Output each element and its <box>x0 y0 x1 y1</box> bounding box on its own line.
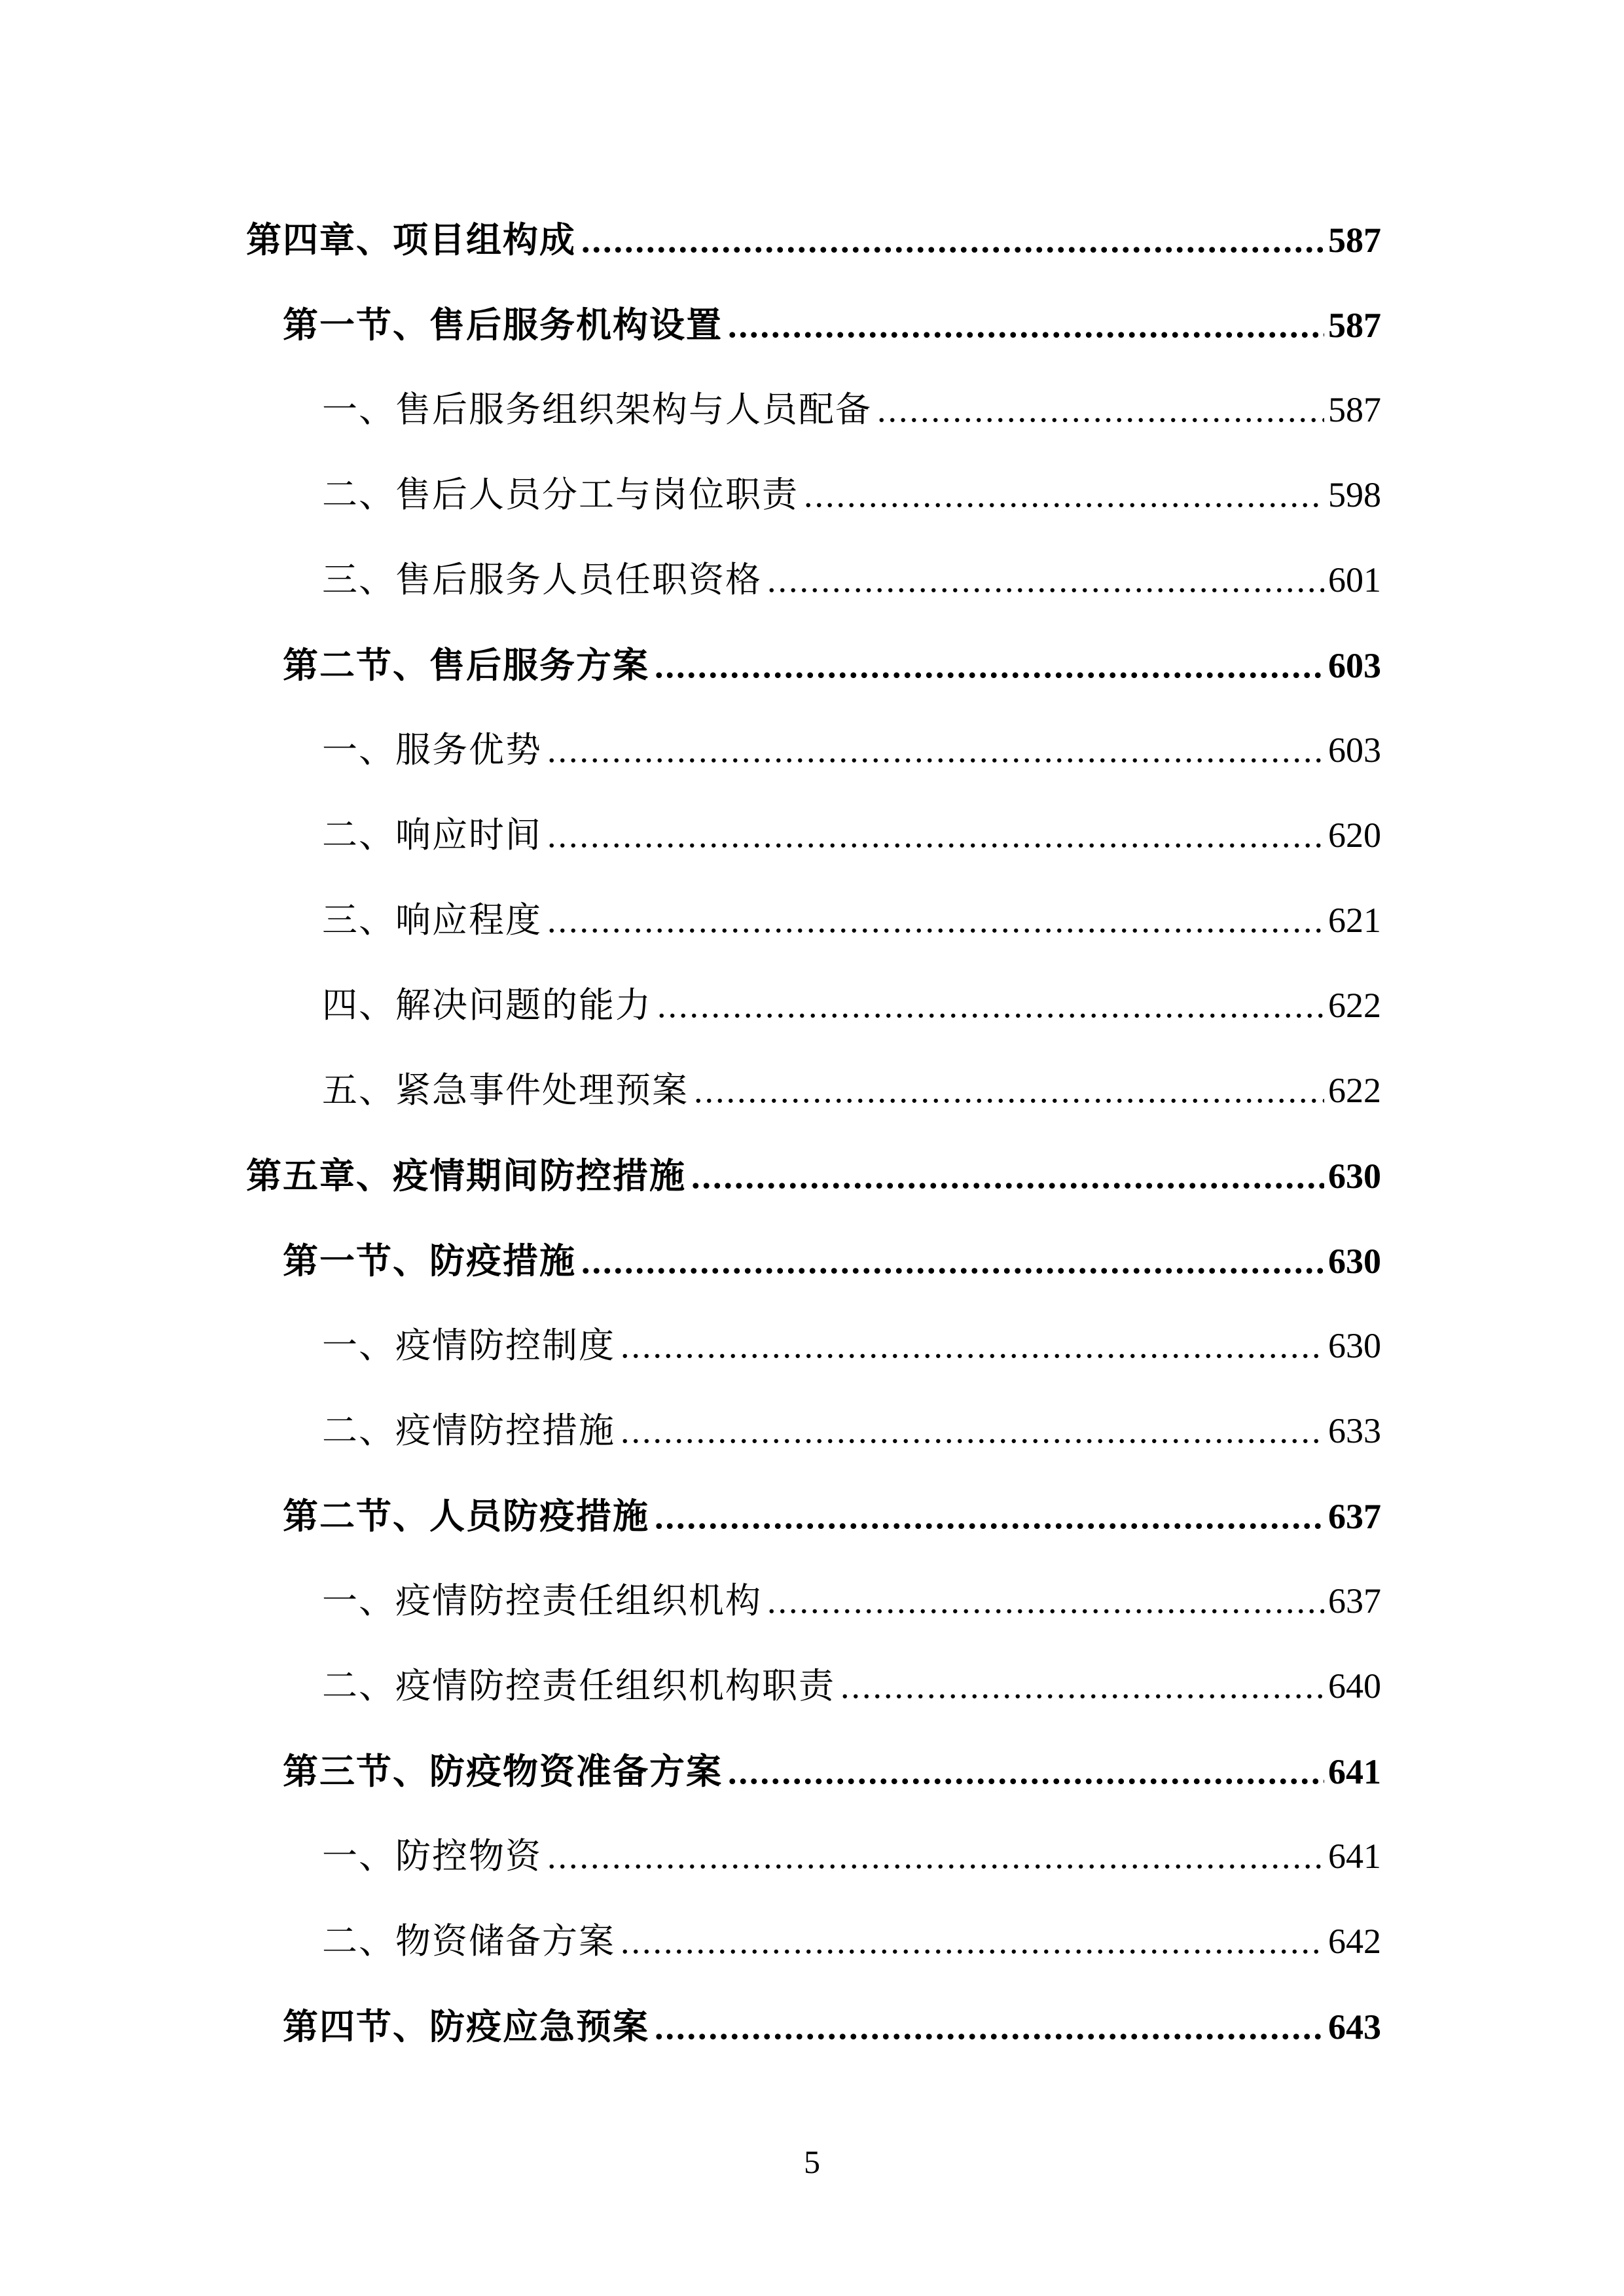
toc-entry-page: 587 <box>1328 390 1381 429</box>
toc-entry-title: 第五章、疫情期间防控措施 <box>246 1155 686 1196</box>
toc-entry-page: 603 <box>1328 646 1381 685</box>
toc-entry-title: 四、解决问题的能力 <box>322 984 652 1026</box>
toc-section-4-1[interactable] <box>283 298 1381 351</box>
toc-item[interactable] <box>322 1319 1381 1372</box>
toc-section-5-3[interactable] <box>283 1745 1381 1797</box>
toc-entry-page: 622 <box>1328 1071 1381 1110</box>
toc-entry-title: 第二节、人员防疫措施 <box>283 1495 649 1537</box>
toc-dot-leader <box>728 299 1324 351</box>
toc-entry-title: 第一节、防疫措施 <box>283 1240 576 1282</box>
toc-dot-leader <box>655 2001 1324 2053</box>
toc-entry-page: 637 <box>1328 1581 1381 1621</box>
toc-entry-page: 620 <box>1328 816 1381 855</box>
toc-section-5-4[interactable] <box>283 2000 1381 2053</box>
toc-entry-page: 587 <box>1328 306 1381 345</box>
toc-section-5-1[interactable] <box>283 1234 1381 1287</box>
toc-entry-page: 621 <box>1328 901 1381 940</box>
toc-entry-title: 第二节、售后服务方案 <box>283 644 649 686</box>
toc-dot-leader <box>621 1405 1324 1457</box>
toc-entry-title: 二、疫情防控措施 <box>322 1410 615 1451</box>
toc-dot-leader <box>547 809 1324 861</box>
toc-entry-title: 二、物资储备方案 <box>322 1920 615 1962</box>
toc-dot-leader <box>767 554 1324 606</box>
toc-entry-page: 641 <box>1328 1837 1381 1876</box>
toc-section-4-2[interactable] <box>283 639 1381 691</box>
toc-dot-leader <box>581 214 1324 266</box>
toc-dot-leader <box>657 979 1324 1031</box>
toc-entry-title: 三、响应程度 <box>322 899 542 941</box>
toc-entry-page: 622 <box>1328 986 1381 1025</box>
toc-dot-leader <box>694 1064 1324 1117</box>
toc-dot-leader <box>767 1575 1324 1627</box>
toc-item[interactable] <box>322 1575 1381 1627</box>
toc-entry-title: 二、疫情防控责任组织机构职责 <box>322 1665 835 1706</box>
toc-entry-title: 一、服务优势 <box>322 729 542 770</box>
toc-entry-title: 第四节、防疫应急预案 <box>283 2005 649 2047</box>
toc-entry-title: 第三节、防疫物资准备方案 <box>283 1750 723 1792</box>
page-number: 5 <box>804 2144 820 2180</box>
toc-entry-title: 二、响应时间 <box>322 814 542 855</box>
toc-entry-page: 633 <box>1328 1411 1381 1450</box>
toc-entry-page: 630 <box>1328 1157 1381 1196</box>
toc-dot-leader <box>621 1319 1324 1372</box>
toc-entry-title: 一、防控物资 <box>322 1835 542 1876</box>
toc-item[interactable] <box>322 1660 1381 1712</box>
toc-dot-leader <box>691 1150 1324 1202</box>
toc-entry-page: 587 <box>1328 221 1381 260</box>
toc-entry-page: 641 <box>1328 1752 1381 1791</box>
toc-entry-page: 637 <box>1328 1497 1381 1536</box>
toc-chapter-5[interactable] <box>246 1149 1381 1202</box>
toc-dot-leader <box>581 1235 1324 1287</box>
toc-entry-page: 630 <box>1328 1242 1381 1281</box>
toc-item[interactable] <box>322 1915 1381 1967</box>
toc-entry-title: 第四章、项目组构成 <box>246 219 576 260</box>
toc-entry-title: 一、疫情防控制度 <box>322 1325 615 1366</box>
toc-dot-leader <box>547 894 1324 946</box>
toc-entry-title: 第一节、售后服务机构设置 <box>283 304 723 346</box>
toc-item[interactable] <box>322 1830 1381 1882</box>
toc-section-5-2[interactable] <box>283 1490 1381 1542</box>
toc-chapter-4[interactable] <box>246 213 1381 266</box>
toc-entry-title: 五、紧急事件处理预案 <box>322 1069 689 1111</box>
toc-item[interactable] <box>322 469 1381 521</box>
toc-entry-page: 601 <box>1328 560 1381 600</box>
toc-dot-leader <box>655 1490 1324 1543</box>
toc-dot-leader <box>655 639 1324 692</box>
toc-dot-leader <box>547 1830 1324 1882</box>
toc-item[interactable] <box>322 894 1381 946</box>
toc-dot-leader <box>877 384 1324 436</box>
toc-entry-title: 三、售后服务人员任职资格 <box>322 559 762 600</box>
toc-dot-leader <box>547 724 1324 776</box>
toc-entry-title: 一、疫情防控责任组织机构 <box>322 1580 762 1621</box>
toc-dot-leader <box>728 1746 1324 1798</box>
toc-item[interactable] <box>322 554 1381 606</box>
toc-item[interactable] <box>322 384 1381 436</box>
toc-dot-leader <box>621 1915 1324 1967</box>
toc-entry-page: 642 <box>1328 1922 1381 1961</box>
toc-entry-title: 二、售后人员分工与岗位职责 <box>322 474 799 515</box>
toc-entry-page: 603 <box>1328 730 1381 770</box>
toc-entry-page: 643 <box>1328 2007 1381 2047</box>
toc-entry-page: 640 <box>1328 1666 1381 1706</box>
toc-item[interactable] <box>322 979 1381 1031</box>
toc-item[interactable] <box>322 1405 1381 1457</box>
toc-dot-leader <box>840 1660 1324 1712</box>
toc-entry-page: 598 <box>1328 475 1381 514</box>
toc-dot-leader <box>804 469 1324 521</box>
toc-item[interactable] <box>322 724 1381 776</box>
toc-item[interactable] <box>322 1064 1381 1117</box>
toc-item[interactable] <box>322 809 1381 861</box>
toc-entry-page: 630 <box>1328 1326 1381 1365</box>
toc-entry-title: 一、售后服务组织架构与人员配备 <box>322 389 872 430</box>
